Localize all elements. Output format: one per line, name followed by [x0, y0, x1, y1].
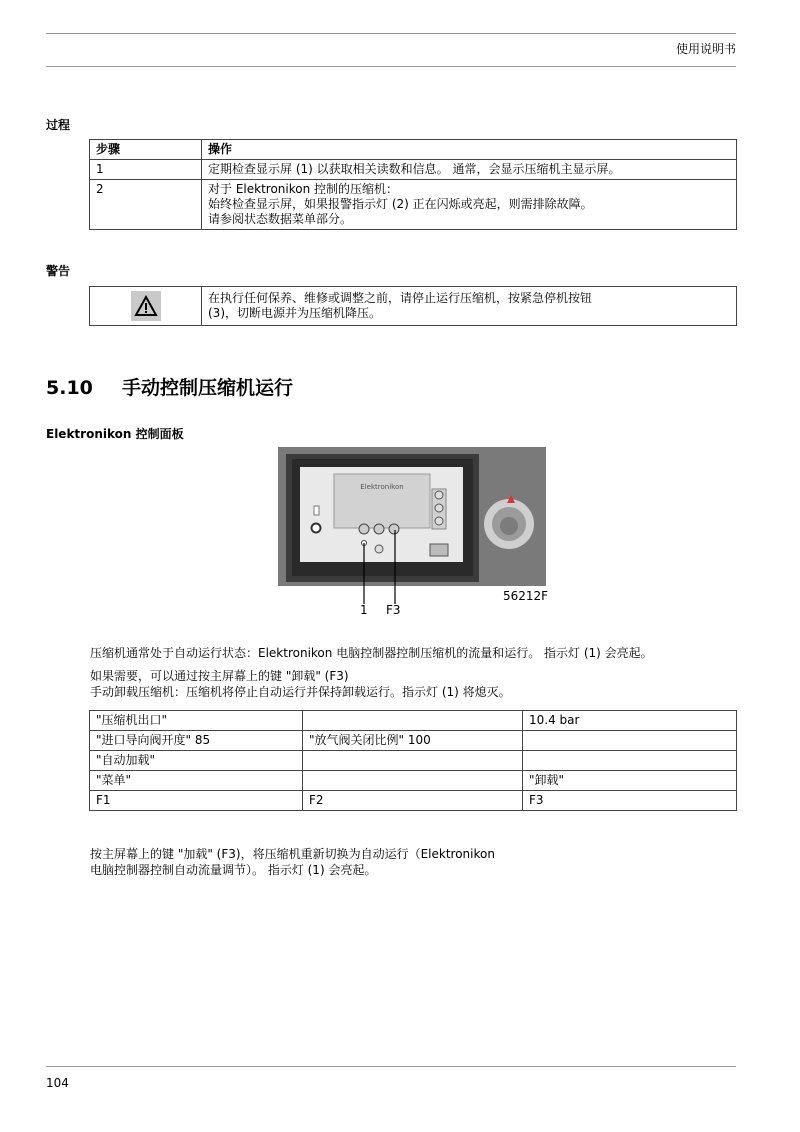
page-number: 104: [46, 1076, 69, 1090]
step-number: 2: [90, 180, 202, 230]
action-line: 定期检查显示屏 (1) 以获取相关读数和信息。 通常，会显示压缩机主显示屏。: [208, 162, 621, 176]
warning-line: (3)，切断电源并为压缩机降压。: [208, 306, 381, 320]
section-number: 5.10: [46, 377, 93, 399]
step-action: [202, 180, 737, 230]
warning-triangle-icon: [131, 291, 161, 321]
table-cell: [303, 711, 523, 731]
table-header-row: [90, 140, 737, 160]
table-cell: 10.4 bar: [523, 711, 737, 731]
table-cell: "自动加载": [90, 751, 303, 771]
table-row: [90, 771, 737, 791]
table-row: [90, 751, 737, 771]
document-title: 使用说明书: [675, 42, 736, 56]
column-header-step: 步骤: [90, 140, 202, 160]
paragraph-line: 手动卸载压缩机：压缩机将停止自动运行并保持卸载运行。指示灯 (1) 将熄灭。: [90, 685, 511, 699]
table-row: [90, 160, 737, 180]
table-cell: F2: [303, 791, 523, 811]
table-cell: [303, 771, 523, 791]
control-panel-illustration: [278, 447, 546, 586]
table-cell: "压缩机出口": [90, 711, 303, 731]
table-cell: "卸载": [523, 771, 737, 791]
step-action: [202, 160, 737, 180]
table-cell: "放气阀关闭比例" 100: [303, 731, 523, 751]
panel-brand-label: Elektronikon: [360, 483, 404, 491]
column-header-action: 操作: [202, 140, 737, 160]
action-line: 始终检查显示屏，如果报警指示灯 (2) 正在闪烁或亮起，则需排除故障。: [208, 197, 593, 211]
callout-label-1: 1: [360, 603, 368, 617]
paragraph-line: 按主屏幕上的键 "加载" (F3)，将压缩机重新切换为自动运行（Elektronikon: [90, 847, 495, 861]
action-line: 对于 Elektronikon 控制的压缩机：: [208, 182, 399, 196]
paragraph-line: 如果需要，可以通过按主屏幕上的键 "卸载" (F3): [90, 669, 349, 683]
section-title: [46, 373, 293, 400]
paragraph-line: 电脑控制器控制自动流量调节）。 指示灯 (1) 会亮起。: [90, 863, 377, 877]
table-cell: [303, 751, 523, 771]
callout-label-f3: F3: [386, 603, 401, 617]
section-title-text: 手动控制压缩机运行: [122, 377, 294, 399]
footer-rule: [46, 1066, 736, 1067]
figure-id: 56212F: [503, 589, 549, 603]
table-cell: [523, 731, 737, 751]
table-row: [90, 180, 737, 230]
paragraph-manual-unload: [90, 668, 511, 700]
header-top-rule: [46, 33, 736, 34]
paragraph-auto-operation: 压缩机通常处于自动运行状态：Elektronikon 电脑控制器控制压缩机的流量和运行。 指示灯 (1) 会亮起。: [90, 646, 653, 660]
table-row: [90, 791, 737, 811]
warning-line: 在执行任何保养、维修或调整之前，请停止运行压缩机，按紧急停机按钮: [208, 291, 593, 305]
header-bottom-rule: [46, 66, 736, 67]
action-line: 请参阅状态数据菜单部分。: [208, 212, 353, 226]
warning-icon-cell: [90, 287, 202, 326]
table-cell: "菜单": [90, 771, 303, 791]
table-cell: "进口导向阀开度" 85: [90, 731, 303, 751]
warning-heading: 警告: [46, 264, 71, 278]
table-cell: [523, 751, 737, 771]
step-number: 1: [90, 160, 202, 180]
table-cell: F1: [90, 791, 303, 811]
procedure-table: [89, 139, 737, 230]
table-row: [90, 731, 737, 751]
table-row: [90, 711, 737, 731]
control-panel-photo: [278, 447, 546, 586]
paragraph-reload: [90, 846, 495, 878]
display-screen-table: [89, 710, 737, 811]
table-cell: F3: [523, 791, 737, 811]
procedure-heading: 过程: [46, 118, 71, 132]
panel-heading: Elektronikon 控制面板: [46, 427, 184, 441]
warning-table: [89, 286, 737, 326]
warning-text: [202, 287, 737, 326]
